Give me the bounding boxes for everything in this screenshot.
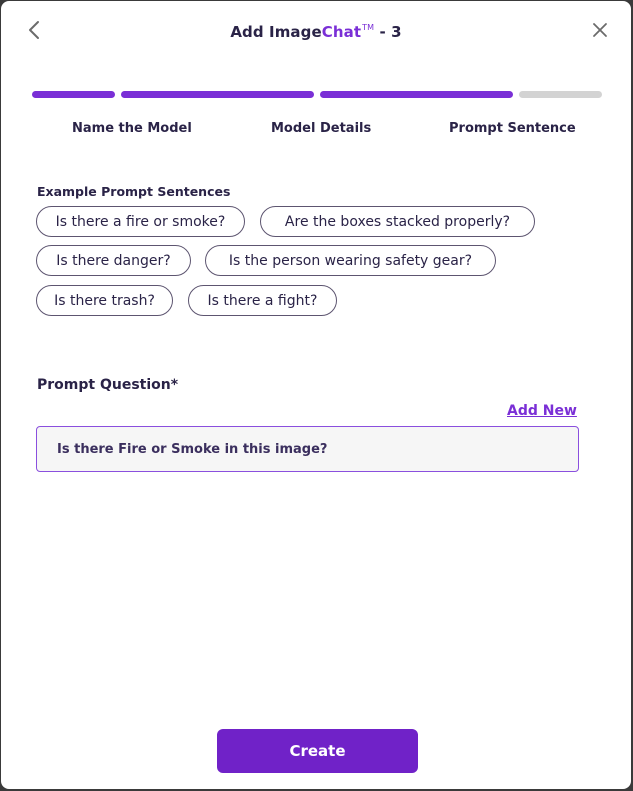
create-button[interactable]: Create <box>217 729 418 773</box>
prompt-question-input[interactable] <box>36 426 579 472</box>
progress-segment <box>121 91 314 98</box>
example-prompts-label: Example Prompt Sentences <box>37 184 231 199</box>
prompt-question-label: Prompt Question* <box>37 377 179 393</box>
close-icon <box>591 21 609 39</box>
trademark-mark: TM <box>362 23 375 32</box>
step-label-name-the-model: Name the Model <box>72 121 192 136</box>
step-label-model-details: Model Details <box>271 121 372 136</box>
example-chip-fight[interactable]: Is there a fight? <box>188 285 337 316</box>
step-progress-bar <box>32 91 602 98</box>
progress-segment <box>320 91 513 98</box>
example-chip-danger[interactable]: Is there danger? <box>36 245 191 276</box>
example-chip-safety-gear[interactable]: Is the person wearing safety gear? <box>205 245 496 276</box>
close-button[interactable] <box>589 19 611 41</box>
progress-segment <box>32 91 115 98</box>
example-chip-boxes-stacked[interactable]: Are the boxes stacked properly? <box>260 206 535 237</box>
progress-segment <box>519 91 602 98</box>
add-imagechat-dialog <box>1 1 631 789</box>
title-prefix: Add Image <box>230 23 322 41</box>
title-suffix: - 3 <box>374 23 402 41</box>
step-label-prompt-sentence: Prompt Sentence <box>449 121 576 136</box>
dialog-title <box>1 23 631 41</box>
example-chip-fire-smoke[interactable]: Is there a fire or smoke? <box>36 206 245 237</box>
example-chip-trash[interactable]: Is there trash? <box>36 285 173 316</box>
add-new-link[interactable]: Add New <box>507 403 577 419</box>
title-accent: Chat <box>321 23 362 41</box>
